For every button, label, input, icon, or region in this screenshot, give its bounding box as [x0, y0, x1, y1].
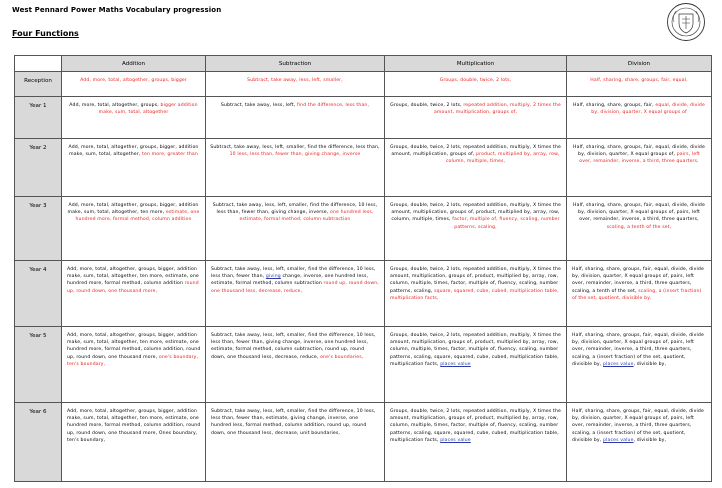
highlighted-vocabulary: one hundred less, estimate, formal method, column subtraction: [239, 210, 374, 223]
cell-subtraction: [206, 327, 385, 403]
cell-addition: [62, 97, 206, 139]
vocabulary-text: Subtract, take away, less, left, smaller, find the difference, 10 less, less than, fewer than,: [211, 267, 376, 280]
cell-text: [385, 403, 566, 446]
column-header-multiplication: Multiplication: [385, 56, 567, 72]
cell-division: [567, 327, 712, 403]
cell-addition: [62, 261, 206, 327]
underlined-term: places value: [440, 437, 471, 443]
cell-text: [385, 197, 566, 233]
cell-text: [62, 72, 205, 86]
highlighted-vocabulary: product, multiplied by, array, row, column, multiple, times,: [445, 152, 560, 165]
vocabulary-text: , divisible by,: [633, 437, 667, 443]
table-row: [15, 72, 712, 97]
highlighted-vocabulary: one's boundaries,: [320, 354, 364, 360]
underlined-term: places value: [603, 437, 634, 443]
vocabulary-text: Subtract, take away, less, left, smaller, find the difference, less than,: [210, 145, 380, 150]
cell-text: [62, 261, 205, 297]
cell-text: [385, 97, 566, 118]
cell-text: [385, 261, 566, 304]
cell-addition: [62, 403, 206, 482]
vocabulary-text: Subtract, take away, less, left, smaller, find the difference, 10 less, less than, fewer than, estimate, giving change, inverse, one hundred less, formal method, column addition, round up, round down, one thousand less, decrease, unit boundaries,: [211, 409, 376, 436]
vocabulary-text: change, inverse, one hundred less, estimate, formal method, column subtraction: [211, 274, 369, 287]
cell-multiplication: [385, 139, 567, 197]
cell-division: [567, 97, 712, 139]
cell-text: [567, 139, 711, 168]
column-header-addition: Addition: [62, 56, 206, 72]
cell-text: [62, 327, 205, 370]
vocabulary-text: Add, more, total, altogether, groups, bigger, addition make, sum, total, altogether, ten more,: [67, 203, 199, 216]
cell-subtraction: [206, 72, 385, 97]
vocabulary-text: Add, more, total, altogether, groups, bigger, addition make, sum, total, altogether, ten more, estimate, one hundred more, formal method, column addition, round up, round down, one thousand more, Ones boundary, ten's boundary,: [67, 409, 201, 443]
vocabulary-text: Groups, double, twice, 2 lots, repeated addition, multiply, X times the amount, multiplication, groups of, product, multiplied by, array, row, column, multiple, times, factor, multiple of, fluency, scaling, number patterns, scaling, square, squared, cube, cubed, multiplication table, multiplication facts,: [390, 333, 561, 367]
cell-multiplication: [385, 327, 567, 403]
highlighted-vocabulary: equal, divide, divide by, division, quarter, X equal groups of: [591, 103, 705, 116]
school-crest-icon: [666, 2, 706, 42]
cell-division: [567, 197, 712, 261]
highlighted-vocabulary: ten more, greater than: [142, 152, 198, 158]
highlighted-vocabulary: scaling, a (insert fraction) of the set, quotient, divisible by,: [572, 288, 702, 301]
cell-text: [567, 197, 711, 233]
row-label: Year 1: [15, 97, 62, 139]
row-label: Reception: [15, 72, 62, 97]
table-row: [15, 97, 712, 139]
underlined-term: places value: [440, 361, 471, 367]
cell-multiplication: [385, 97, 567, 139]
cell-text: [206, 72, 384, 86]
vocabulary-text: Groups, double, twice, 2 lots,: [390, 103, 464, 108]
cell-multiplication: [385, 72, 567, 97]
row-label: Year 3: [15, 197, 62, 261]
highlighted-vocabulary: Groups, double, twice, 2 lots,: [439, 78, 512, 83]
cell-addition: [62, 197, 206, 261]
underlined-term: places value: [603, 361, 634, 367]
table-row: [15, 403, 712, 482]
cell-text: [567, 327, 711, 370]
highlighted-vocabulary: factor, multiple of, fluency, scaling, number patterns, scaling,: [452, 217, 560, 230]
cell-text: [206, 139, 384, 160]
table-header-row: [15, 56, 712, 72]
section-heading: Four Functions: [12, 29, 79, 38]
cell-subtraction: [206, 97, 385, 139]
cell-text: [62, 197, 205, 226]
highlighted-vocabulary: make, sum, total, altogether: [98, 110, 169, 116]
row-label: Year 4: [15, 261, 62, 327]
column-header-subtraction: Subtraction: [206, 56, 385, 72]
highlighted-vocabulary: round up, round down, one thousand more,: [67, 281, 199, 294]
cell-text: [567, 97, 711, 118]
cell-multiplication: [385, 197, 567, 261]
cell-text: [206, 261, 384, 297]
vocabulary-text: Half, sharing, share, groups, fair, equal, divide, divide by, division, quarter, X equal groups of, pairs, left over, remainder, inverse, a third, three quarters,: [573, 203, 705, 223]
cell-text: [206, 197, 384, 226]
vocabulary-text: Add, more, total, altogether, groups, bigger, addition make, sum, total, altogether,: [68, 145, 199, 158]
cell-text: [385, 139, 566, 168]
cell-subtraction: [206, 139, 385, 197]
cell-text: [62, 403, 205, 446]
cell-text: [206, 403, 384, 439]
cell-text: [62, 97, 205, 118]
vocabulary-text: Half, sharing, share, groups, fair, equal, divide, divide by, division, quarter, X equal groups of, pairs, left over, remainder, inverse, a third, three quarters, scaling, a tenth of the set,: [572, 267, 704, 294]
vocabulary-text: Groups, double, twice, 2 lots, repeated addition, multiply, X times the amount, multiplication, groups of, product, multiplied by, array, row, column, multiple, times,: [390, 203, 561, 223]
underlined-term: giving: [265, 274, 281, 280]
cell-text: [206, 97, 384, 111]
table-row: [15, 197, 712, 261]
row-label: Year 2: [15, 139, 62, 197]
vocabulary-text: Subtract, take away, less, left,: [220, 103, 297, 108]
cell-text: [567, 72, 711, 86]
cell-subtraction: [206, 261, 385, 327]
row-label: Year 6: [15, 403, 62, 482]
highlighted-vocabulary: repeated addition, multiply, 2 times the amount, multiplication, groups of,: [433, 103, 561, 116]
highlighted-vocabulary: Half, sharing, share, groups, fair, equal,: [590, 78, 688, 83]
cell-multiplication: [385, 261, 567, 327]
vocabulary-text: Half, sharing, share, groups, fair, equal, divide, divide by, division, quarter, X equal groups of, pairs, left over, remainder, inverse, a third, three quarters, scaling, a (insert fraction) of the set, quotient, divisible by,: [572, 333, 704, 367]
vocabulary-text: Add, more, total, altogether, groups,: [69, 103, 161, 108]
column-header-division: Division: [567, 56, 712, 72]
highlighted-vocabulary: scaling, a tenth of the set,: [606, 224, 672, 230]
cell-addition: [62, 139, 206, 197]
table-row: [15, 261, 712, 327]
vocabulary-text: Add, more, total, altogether, groups, bigger, addition make, sum, total, altogether, ten more, estimate, one hundred more, formal method, column addition: [67, 267, 199, 287]
cell-subtraction: [206, 197, 385, 261]
cell-multiplication: [385, 403, 567, 482]
highlighted-vocabulary: estimate, one hundred more, formal method, column addition: [75, 210, 200, 223]
cell-subtraction: [206, 403, 385, 482]
cell-text: [385, 72, 566, 86]
cell-text: [385, 327, 566, 370]
table-body: [15, 72, 712, 482]
cell-text: [206, 327, 384, 363]
cell-text: [567, 403, 711, 446]
vocabulary-text: , divisible by,: [633, 361, 667, 367]
highlighted-vocabulary: bigger addition: [160, 103, 198, 108]
cell-text: [62, 139, 205, 160]
vocabulary-text: Subtract, take away, less, left, smaller, find the difference, 10 less, less than, fewer than, giving change, inverse, one hundred less, estimate, formal method, column subtraction, round up, round down, one thousand less, decrease, reduce,: [211, 333, 376, 360]
row-label: Year 5: [15, 327, 62, 403]
vocabulary-text: Add, more, total, altogether, groups, bigger, addition make, sum, total, altogether, ten more, estimate, one hundred more, formal method, column addition, round up, round down, one thousand more,: [67, 333, 201, 360]
cell-text: [567, 261, 711, 304]
cell-addition: [62, 327, 206, 403]
highlighted-vocabulary: Subtract, take away, less, left, smaller,: [247, 78, 343, 83]
cell-division: [567, 261, 712, 327]
cell-division: [567, 139, 712, 197]
highlighted-vocabulary: find the difference, less than,: [296, 103, 370, 108]
table-row: [15, 139, 712, 197]
highlighted-vocabulary: pairs, left over, remainder, inverse, a third, three quarters,: [579, 152, 700, 165]
highlighted-vocabulary: Add, more, total, altogether, groups, bigger: [80, 78, 187, 83]
cell-division: [567, 72, 712, 97]
highlighted-vocabulary: 10 less, less than, fewer than, giving change, inverse: [229, 152, 361, 158]
cell-addition: [62, 72, 206, 97]
vocabulary-table: [14, 55, 712, 482]
vocabulary-text: Subtract, take away, less, left, smaller, find the difference, 10 less, less than, fewer than, giving change, inverse,: [212, 203, 378, 216]
highlighted-vocabulary: round up, round down, one thousand less, decrease, reduce,: [211, 281, 379, 294]
vocabulary-text: Half, sharing, share, groups, fair, equal, divide, divide by, division, quarter, X equal groups of,: [573, 145, 705, 158]
cell-division: [567, 403, 712, 482]
highlighted-vocabulary: one's boundary, ten's boundary,: [67, 354, 199, 367]
document-title: West Pennard Power Maths Vocabulary progression: [12, 6, 222, 14]
vocabulary-text: Groups, double, twice, 2 lots, repeated addition, multiply, X times the amount, multiplication, groups of, product, multiplied by, array, row, column, multiple, times, factor, multiple of, fluency, scaling, number patterns, scaling, square, squared, cube, cubed, multiplication table, multiplication facts,: [390, 409, 561, 443]
vocabulary-text: Groups, double, twice, 2 lots, repeated addition, multiply, X times the amount, multiplication, groups of, product, multiplied by, array, row, column, multiple, times, factor, multiple of, fluency, scaling, number patterns, scaling,: [390, 267, 561, 294]
highlighted-vocabulary: square, squared, cube, cubed, multiplication table, multiplication facts,: [390, 288, 559, 301]
table-row: [15, 327, 712, 403]
vocabulary-text: Groups, double, twice, 2 lots, repeated addition, multiply, X times the amount, multiplication, groups of,: [390, 145, 561, 158]
vocabulary-text: Half, sharing, share, groups, fair,: [573, 103, 656, 108]
vocabulary-text: Half, sharing, share, groups, fair, equal, divide, divide by, division, quarter, X equal groups of, pairs, left over, remainder, inverse, a third, three quarters, scaling, a (insert fraction) of the set, quotient, divisible by,: [572, 409, 704, 443]
header-corner: [15, 56, 62, 72]
